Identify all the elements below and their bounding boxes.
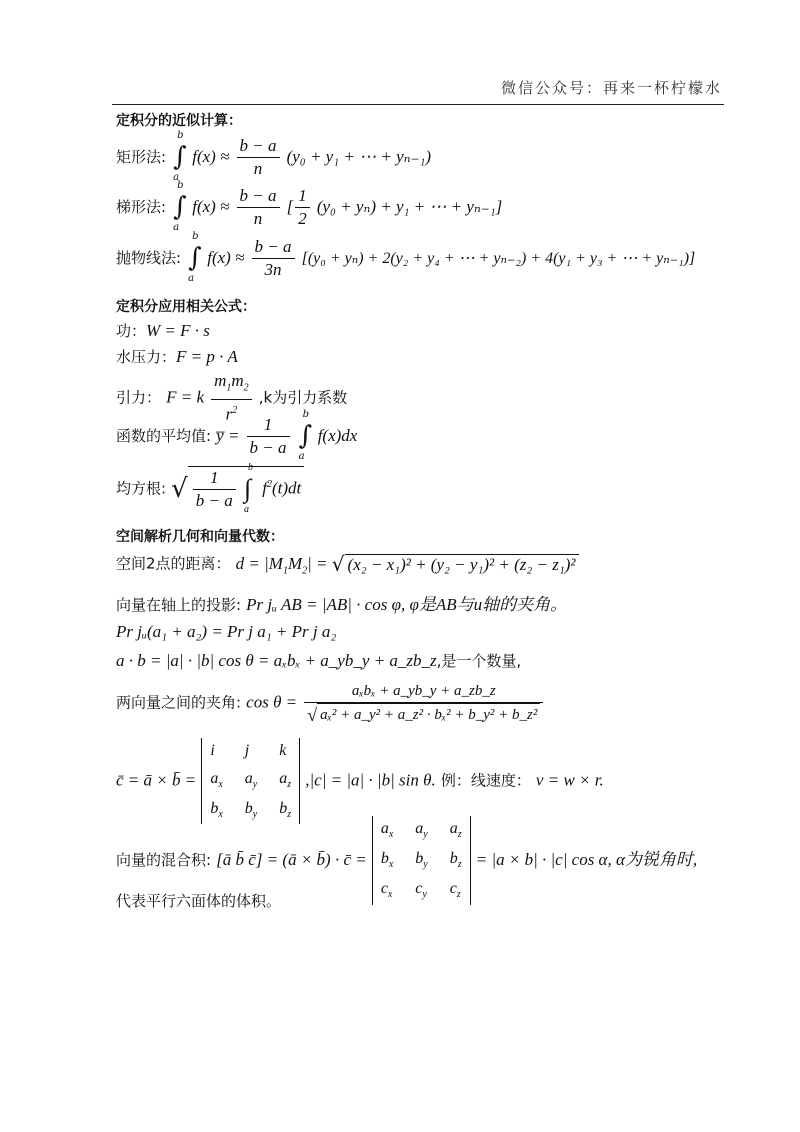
dot-note: ,是一个数量, bbox=[436, 652, 522, 670]
gravity-note: ,k为引力系数 bbox=[258, 388, 348, 407]
para-label: 抛物线法: bbox=[116, 249, 182, 267]
formula-work bbox=[116, 320, 210, 341]
formula-mixed-end bbox=[116, 890, 281, 911]
formula-rectangle: 矩形法: b ∫ a f(x) ≈ $\frac{b - a}{n}$ (y₀ + y₁ + ⋯ + yₙ₋₁) bbox=[116, 129, 432, 183]
integral-sign: b ∫ a bbox=[173, 129, 187, 183]
mixed-label: 向量的混合积: bbox=[116, 850, 212, 869]
formula-mixed: 向量的混合积: [ā b̄ c̄] = (ā × b̄) · c̄ = $a_x$ $a_y$ $a_z$ $b_x$ $b_y$ $b_z$ $c_x$ $c_y$ $c_z$ = |a × b| · |c| cos α, α为锐角时, bbox=[116, 816, 697, 905]
formula-parabola: 抛物线法: b ∫ a f(x) ≈ $\frac{b - a}{3n}$ [(y₀ + yₙ) + 2(y₂ + y₄ + ⋯ + yₙ₋₂) + 4(y₁ + y₃ + ⋯ + yₙ₋₁)] bbox=[116, 230, 696, 284]
formula-proj-sum bbox=[116, 622, 336, 642]
distance-label: 空间2点的距离： bbox=[116, 554, 231, 573]
distance-eq: (x₂ − x₁)² + (y₂ − y₁)² + (z₂ − z₁)² bbox=[345, 554, 579, 575]
formula-projection bbox=[116, 590, 567, 615]
formula-rms: 均方根: √ $\frac{1}{b - a}$ b ∫ a $f^2(t)dt$ bbox=[116, 466, 304, 512]
mixed-end: 代表平行六面体的体积。 bbox=[116, 892, 282, 910]
gravity-label: 引力： bbox=[116, 388, 162, 407]
para-rhs: [(y₀ + yₙ) + 2(y₂ + y₄ + ⋯ + yₙ₋₂) + 4(y₁ + y₃ + ⋯ + yₙ₋₁)] bbox=[301, 250, 696, 267]
proj-label: 向量在轴上的投影: bbox=[116, 596, 242, 614]
integral-sign: b ∫ a bbox=[243, 461, 253, 515]
trap-rhs: (y₀ + yₙ) + y₁ + ⋯ + yₙ₋₁] bbox=[316, 197, 503, 216]
angle-num: aₓbₓ + a_yb_y + a_zb_z bbox=[304, 680, 543, 703]
section-title-geometry: 空间解析几何和向量代数： bbox=[116, 529, 284, 545]
rect-label: 矩形法: bbox=[116, 148, 167, 166]
dot-eq: a · b = |a| · |b| cos θ = aₓbₓ + a_yb_y + a_zb_z bbox=[116, 651, 437, 670]
wechat-credit: 微信公众号：再来一杯柠檬水 bbox=[500, 79, 722, 97]
pressure-eq: F = p · A bbox=[176, 347, 238, 366]
formula-trapezoid: 梯形法: b ∫ a f(x) ≈ $\frac{b - a}{n}$ [ $\frac{1}{2}$ (y₀ + yₙ) + y₁ + ⋯ + yₙ₋₁] bbox=[116, 179, 503, 233]
mixed-determinant: $a_x$ $a_y$ $a_z$ $b_x$ $b_y$ $b_z$ $c_x$ $c_y$ $c_z$ bbox=[372, 816, 471, 905]
section-title-approx: 定积分的近似计算： bbox=[116, 113, 242, 129]
cross-example-eq: v = w × r. bbox=[535, 770, 604, 790]
trap-label: 梯形法: bbox=[116, 198, 167, 216]
proj-eq: Pr jᵤ AB = |AB| · cos φ, φ是AB与u轴的夹角。 bbox=[246, 595, 568, 614]
work-eq: W = F · s bbox=[146, 321, 210, 340]
rms-label: 均方根: bbox=[116, 479, 167, 498]
formula-cross: c̄ = ā × b̄ = i j k $a_x$ $a_y$ $a_z$ $b_x$ $b_y$ $b_z$ ,|c| = |a| · |b| sin θ. 例：线速度： v = w × r. bbox=[116, 738, 604, 824]
mean-label: 函数的平均值: bbox=[116, 427, 212, 445]
rect-rhs: (y₀ + y₁ + ⋯ + yₙ₋₁) bbox=[286, 147, 432, 166]
integral-sign: b ∫ a bbox=[188, 230, 202, 284]
cross-example: 例：线速度： bbox=[440, 771, 531, 790]
work-label: 功： bbox=[116, 322, 147, 340]
angle-den: aₓ² + a_y² + a_z² · bₓ² + b_y² + b_z² bbox=[317, 703, 540, 726]
integral-sign: b ∫ a bbox=[173, 179, 187, 233]
pressure-label: 水压力： bbox=[116, 348, 177, 366]
mixed-tail: = |a × b| · |c| cos α, α为锐角时, bbox=[475, 849, 698, 869]
cross-tail: ,|c| = |a| · |b| sin θ. bbox=[305, 770, 436, 790]
cross-determinant: i j k $a_x$ $a_y$ $a_z$ $b_x$ $b_y$ $b_z$ bbox=[201, 738, 300, 824]
integral-sign: b ∫ a bbox=[298, 408, 313, 462]
proj-sum: Pr jᵤ(a₁ + a₂) = Pr j a₁ + Pr j a₂ bbox=[116, 622, 337, 641]
angle-label: 两向量之间的夹角: bbox=[116, 693, 242, 712]
formula-distance: 空间2点的距离： $d = |M_1M_2|$ = √ (x₂ − x₁)² + (y₂ − y₁)² + (z₂ − z₁)² bbox=[116, 552, 579, 576]
formula-dot bbox=[116, 650, 521, 671]
formula-pressure bbox=[116, 346, 238, 367]
formula-angle: 两向量之间的夹角: cos θ = $\frac{\text{aₓbₓ + a\_yb\_y + a\_zb\_z}}{\text{√ aₓ² + a\_y² + a\_z² · bₓ² + b\_y² + b\_z²}}$ bbox=[116, 680, 545, 726]
section-title-apps: 定积分应用相关公式： bbox=[116, 299, 256, 315]
formula-mean: 函数的平均值: y̅ = $\frac{1}{b - a}$ b ∫ a f(x)dx bbox=[116, 408, 358, 462]
page-header bbox=[112, 72, 724, 105]
formula-gravity: 引力： F = k $\frac{m_1m_2}{r^2}$ ,k为引力系数 bbox=[116, 371, 348, 425]
